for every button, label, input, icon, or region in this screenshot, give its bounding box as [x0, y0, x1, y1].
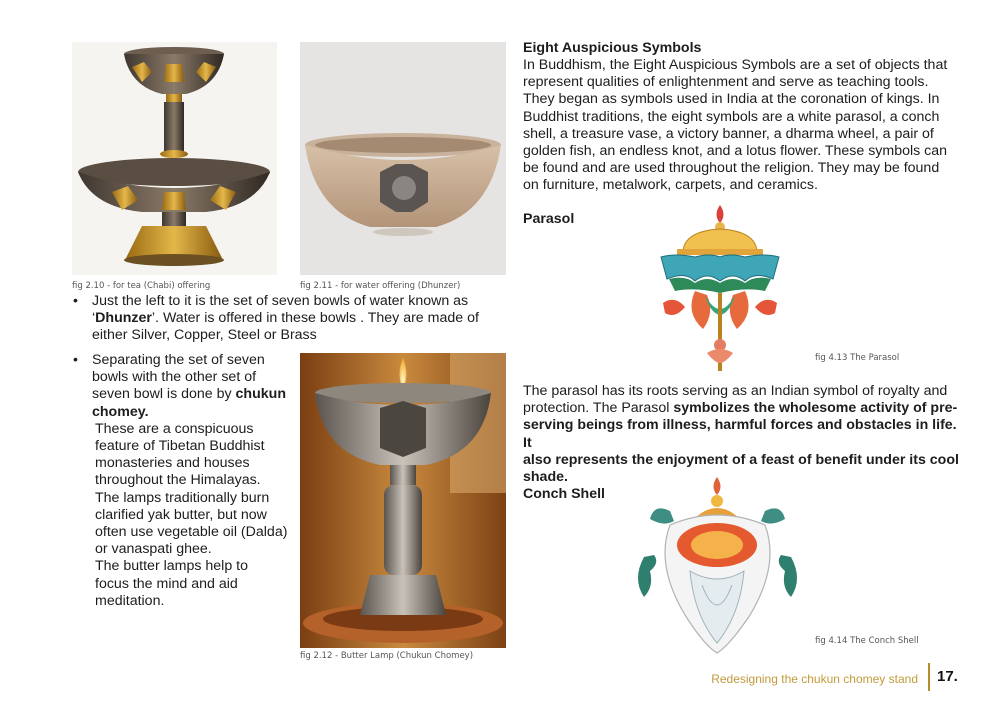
body-line: These are a conspicuous — [95, 420, 254, 437]
bullet-line: bowls with the other set of — [92, 369, 257, 386]
body-line: throughout the Himalayas. — [95, 472, 261, 489]
body-line: meditation. — [95, 592, 165, 609]
body-line: or vanaspati ghee. — [95, 541, 212, 558]
eight-symbols-paragraph — [523, 57, 963, 195]
body-line: In Buddhism, the Eight Auspicious Symbols are a set of objects that — [523, 57, 948, 73]
fig-4-13-caption: fig 4.13 The Parasol — [815, 353, 900, 363]
bullet-dot: • — [73, 293, 78, 309]
photo-water-offering-bowl — [300, 42, 506, 275]
body-line: feature of Tibetan Buddhist — [95, 438, 265, 455]
bullet-line: ‘Dhunzer’. Water is offered in these bowls . They are made of — [92, 310, 479, 327]
body-line: monasteries and houses — [95, 455, 250, 472]
body-line: represent qualities of enlightenment and serve as teaching tools. — [523, 74, 929, 91]
fig-2-10-caption: fig 2.10 - for tea (Chabi) offering — [72, 281, 211, 291]
body-line: also represents the enjoyment of a feast of benefit under its cool — [523, 451, 959, 468]
parasol-paragraph — [523, 383, 963, 486]
fig-2-11-caption: fig 2.11 - for water offering (Dhunzer) — [300, 281, 461, 291]
page-number: 17. — [937, 668, 958, 685]
body-line: The butter lamps help to — [95, 558, 248, 575]
eight-symbols-heading: Eight Auspicious Symbols — [523, 40, 702, 56]
body-line: shell, a treasure vase, a victory banner, a dharma wheel, a pair of — [523, 125, 934, 142]
bullet-line: either Silver, Copper, Steel or Brass — [92, 327, 317, 344]
bullet-chukun-chomey — [73, 352, 292, 610]
fig-4-14-caption: fig 4.14 The Conch Shell — [815, 636, 919, 646]
body-line: Buddhist traditions, the eight symbols are a white parasol, a conch — [523, 108, 940, 125]
parasol-heading: Parasol — [523, 211, 575, 227]
bullet-line: Separating the set of seven — [92, 352, 265, 368]
parasol-illustration — [655, 203, 785, 378]
bullet-line: seven bowl is done by chukun — [92, 386, 286, 403]
footer-divider — [928, 663, 930, 691]
conch-heading: Conch Shell — [523, 486, 605, 502]
body-line: be found and are used throughout the religion. They may be found — [523, 160, 940, 177]
photo-tea-offering-cup — [72, 42, 277, 275]
body-line: shade. — [523, 469, 568, 486]
fig-2-12-caption: fig 2.12 - Butter Lamp (Chukun Chomey) — [300, 651, 474, 661]
body-line: The parasol has its roots serving as an Indian symbol of royalty and — [523, 383, 948, 399]
body-line: serving beings from illness, harmful forces and obstacles in life. It — [523, 417, 957, 451]
body-line: protection. The Parasol symbolizes the wholesome activity of pre- — [523, 400, 958, 417]
body-line: They began as symbols used in India at the coronation of kings. In — [523, 91, 940, 108]
body-line: golden fish, an endless knot, and a lotus flower. These symbols can — [523, 143, 948, 160]
bullet-line: Just the left to it is the set of seven bowls of water known as — [92, 293, 469, 309]
body-line: focus the mind and aid — [95, 575, 238, 592]
body-line: on furniture, metalwork, carpets, and ceramics. — [523, 177, 818, 194]
bullet-line: chomey. — [92, 403, 149, 420]
body-line: clarified yak butter, but now — [95, 506, 267, 523]
bullet-dot: • — [73, 352, 78, 368]
body-line: often use vegetable oil (Dalda) — [95, 524, 288, 541]
bullet-dhunzer — [73, 293, 512, 345]
photo-butter-lamp — [300, 353, 506, 648]
footer-title: Redesigning the chukun chomey stand — [711, 672, 918, 686]
body-line: The lamps traditionally burn — [95, 489, 270, 506]
conch-shell-illustration — [630, 475, 805, 660]
